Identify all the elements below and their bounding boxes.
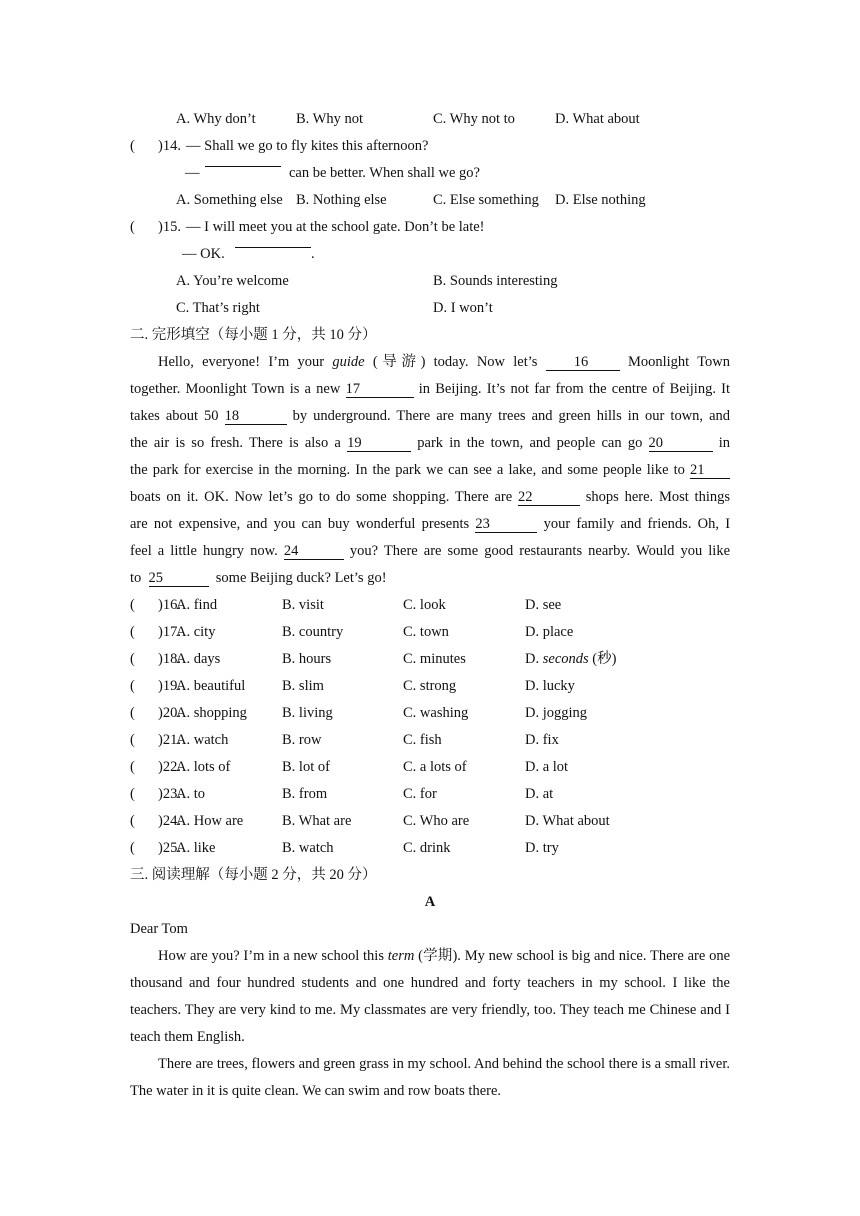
option-b[interactable]: B. What are xyxy=(282,813,352,829)
text: boats on it. OK. Now let’s go to do some shopping. There are xyxy=(130,489,513,505)
blank-17[interactable]: 17 xyxy=(346,382,414,398)
option-d[interactable]: D. a lot xyxy=(525,759,569,775)
option-b[interactable]: B. hours xyxy=(282,651,332,667)
blank-25[interactable]: 25 xyxy=(149,571,209,587)
blank-21[interactable]: 21 xyxy=(690,463,730,479)
text: together. Moonlight Town is a new xyxy=(130,381,341,397)
option-c[interactable]: C. fish xyxy=(403,732,442,748)
answer-paren[interactable]: ( xyxy=(130,624,135,640)
option-d[interactable]: D. What about xyxy=(525,813,610,829)
answer-suffix: . xyxy=(311,246,315,262)
text: in xyxy=(718,435,731,451)
option-a[interactable]: A. How are xyxy=(176,813,244,829)
q14-option-a[interactable]: A. Something else xyxy=(176,192,283,208)
passage-paragraph-2: There are trees, flowers and green grass in my school. And behind the school there is a small river. The water in it is quite clean. We can swim and row boats there. xyxy=(130,1056,730,1099)
option-a[interactable]: A. to xyxy=(176,786,205,802)
option-c[interactable]: C. a lots of xyxy=(403,759,467,775)
text: the air is so fresh. There is also a xyxy=(130,435,341,451)
text: by underground. There are many trees and green hills in our town, and xyxy=(292,408,730,424)
option-a[interactable]: A. watch xyxy=(176,732,229,748)
option-a[interactable]: A. find xyxy=(176,597,218,613)
answer-paren[interactable]: ( xyxy=(130,138,135,154)
cloze-question-row xyxy=(130,781,730,808)
cloze-question-row xyxy=(130,835,730,862)
q14-option-d[interactable]: D. Else nothing xyxy=(555,192,646,208)
option-c[interactable]: C. for xyxy=(403,786,437,802)
letter-greeting: Dear Tom xyxy=(130,921,188,937)
exam-page xyxy=(130,106,730,1105)
cloze-question-row xyxy=(130,727,730,754)
question-text: — I will meet you at the school gate. Don’t be late! xyxy=(186,219,485,235)
section-3-title: 三. 阅读理解（每小题 2 分，共 20 分） xyxy=(130,867,377,883)
option-b[interactable]: B. country xyxy=(282,624,344,640)
option-a[interactable]: A. like xyxy=(176,840,216,856)
question-number: )24. xyxy=(158,813,181,829)
cloze-line-5 xyxy=(130,457,730,484)
answer-paren[interactable]: ( xyxy=(130,813,135,829)
blank-20[interactable]: 20 xyxy=(649,436,713,452)
question-number: )15. xyxy=(158,219,181,235)
blank-24[interactable]: 24 xyxy=(284,544,344,560)
text: are not expensive, and you can buy wonderful presents xyxy=(130,516,470,532)
answer-paren[interactable]: ( xyxy=(130,651,135,667)
question-number: )14. xyxy=(158,138,181,154)
cloze-passage xyxy=(130,349,730,592)
answer-blank[interactable] xyxy=(205,166,281,167)
answer-paren[interactable]: ( xyxy=(130,597,135,613)
question-number: )20. xyxy=(158,705,181,721)
option-b[interactable]: B. slim xyxy=(282,678,324,694)
blank-18[interactable]: 18 xyxy=(225,409,287,425)
option-b[interactable]: B. row xyxy=(282,732,322,748)
cloze-line-2 xyxy=(130,376,730,403)
text: to xyxy=(130,570,142,586)
section-2-title: 二. 完形填空（每小题 1 分，共 10 分） xyxy=(130,327,377,343)
cloze-question-row xyxy=(130,673,730,700)
option-b[interactable]: B. living xyxy=(282,705,333,721)
option-d[interactable]: D. see xyxy=(525,597,562,613)
blank-16[interactable]: 16 xyxy=(546,355,620,371)
q15-stem xyxy=(130,214,730,241)
text: (学期). My new school is big and nice. There are one thousand and four hundred students and one hundred and forty teachers in my school. I like the teachers. They are very kind to me. My classmates are very friendly, too. They teach me Chinese and I teach them English. xyxy=(130,948,731,1045)
blank-23[interactable]: 23 xyxy=(475,517,537,533)
text: your family and friends. Oh, I xyxy=(543,516,731,532)
option-b[interactable]: B. visit xyxy=(282,597,324,613)
answer-paren[interactable]: ( xyxy=(130,840,135,856)
option-d[interactable]: D. fix xyxy=(525,732,559,748)
question-number: )22. xyxy=(158,759,181,775)
gloss: (秒) xyxy=(592,651,617,667)
cloze-question-row xyxy=(130,700,730,727)
q15-option-a[interactable]: A. You’re welcome xyxy=(176,273,289,289)
text: you? There are some good restaurants nearby. Would you like xyxy=(349,543,731,559)
text: Hello, everyone! I’m your xyxy=(158,354,325,370)
text: (导游) today. Now let’s xyxy=(372,354,538,370)
text: Moonlight Town xyxy=(627,354,731,370)
option-a[interactable]: A. days xyxy=(176,651,221,667)
question-number: )25. xyxy=(158,840,181,856)
text: feel a little hungry now. xyxy=(130,543,278,559)
option-c[interactable]: C. washing xyxy=(403,705,469,721)
cloze-question-row xyxy=(130,619,730,646)
text: park in the town, and people can go xyxy=(417,435,643,451)
q14-answer-line xyxy=(130,160,730,187)
question-number: )19. xyxy=(158,678,181,694)
blank-19[interactable]: 19 xyxy=(347,436,411,452)
cloze-question-row xyxy=(130,646,730,673)
italic-word: guide xyxy=(332,354,365,370)
question-number: )18. xyxy=(158,651,181,667)
cloze-question-row xyxy=(130,592,730,619)
option-letter: D. xyxy=(525,651,540,667)
option-a[interactable]: A. shopping xyxy=(176,705,247,721)
option-c[interactable]: C. town xyxy=(403,624,449,640)
italic-word: seconds xyxy=(542,651,589,667)
blank-22[interactable]: 22 xyxy=(518,490,580,506)
cloze-line-4 xyxy=(130,430,730,457)
option-b[interactable]: B. watch xyxy=(282,840,334,856)
option-c[interactable]: C. strong xyxy=(403,678,457,694)
q15-answer-line xyxy=(130,241,730,268)
q14-stem xyxy=(130,133,730,160)
cloze-line-7 xyxy=(130,511,730,538)
question-number: )23. xyxy=(158,786,181,802)
question-number: )16. xyxy=(158,597,181,613)
q15-options-row-1 xyxy=(130,268,730,295)
option-d[interactable]: D. try xyxy=(525,840,559,856)
answer-text: can be better. When shall we go? xyxy=(289,165,480,181)
question-text: — Shall we go to fly kites this afternoon? xyxy=(186,138,429,154)
q15-option-c[interactable]: C. That’s right xyxy=(176,300,260,316)
cloze-line-9 xyxy=(130,565,730,592)
q15-option-d[interactable]: D. I won’t xyxy=(433,300,493,316)
cloze-questions xyxy=(130,592,730,862)
answer-paren[interactable]: ( xyxy=(130,705,135,721)
cloze-line-6 xyxy=(130,484,730,511)
answer-paren[interactable]: ( xyxy=(130,759,135,775)
option-d[interactable] xyxy=(525,646,616,673)
text: shops here. Most things xyxy=(585,489,731,505)
option-c[interactable]: C. Who are xyxy=(403,813,470,829)
answer-paren[interactable]: ( xyxy=(130,678,135,694)
q14-option-b[interactable]: B. Nothing else xyxy=(296,192,387,208)
answer-paren[interactable]: ( xyxy=(130,786,135,802)
q13-option-d[interactable]: D. What about xyxy=(555,111,640,127)
passage-label: A xyxy=(424,894,436,910)
question-number: )17. xyxy=(158,624,181,640)
option-a[interactable]: A. lots of xyxy=(176,759,231,775)
q13-option-c[interactable]: C. Why not to xyxy=(433,111,515,127)
cloze-line-3 xyxy=(130,403,730,430)
text: How are you? I’m in a new school this xyxy=(158,948,384,964)
q13-option-a[interactable]: A. Why don’t xyxy=(176,111,256,127)
dialog-dash: — xyxy=(185,165,200,181)
text: the park for exercise in the morning. In the park we can see a lake, and some people like to xyxy=(130,462,685,478)
italic-word: term xyxy=(387,948,415,964)
option-a[interactable]: A. beautiful xyxy=(176,678,246,694)
cloze-line-1 xyxy=(130,349,730,376)
option-b[interactable]: B. from xyxy=(282,786,328,802)
q14-options xyxy=(130,187,730,214)
text: takes about 50 xyxy=(130,408,219,424)
answer-prefix: — OK. xyxy=(182,246,225,262)
q15-option-b[interactable]: B. Sounds interesting xyxy=(433,273,558,289)
option-d[interactable]: D. lucky xyxy=(525,678,575,694)
q15-options-row-2 xyxy=(130,295,730,322)
option-b[interactable]: B. lot of xyxy=(282,759,330,775)
text: in Beijing. It’s not far from the centre of Beijing. It xyxy=(418,381,731,397)
cloze-line-8 xyxy=(130,538,730,565)
option-c[interactable]: C. drink xyxy=(403,840,451,856)
answer-paren[interactable]: ( xyxy=(130,219,135,235)
option-c[interactable]: C. look xyxy=(403,597,446,613)
option-d[interactable]: D. place xyxy=(525,624,574,640)
option-d[interactable]: D. at xyxy=(525,786,554,802)
q13-option-b[interactable]: B. Why not xyxy=(296,111,363,127)
answer-paren[interactable]: ( xyxy=(130,732,135,748)
answer-blank[interactable] xyxy=(235,247,311,248)
text: some Beijing duck? Let’s go! xyxy=(215,570,387,586)
q14-option-c[interactable]: C. Else something xyxy=(433,192,539,208)
option-c[interactable]: C. minutes xyxy=(403,651,466,667)
option-d[interactable]: D. jogging xyxy=(525,705,588,721)
cloze-question-row xyxy=(130,808,730,835)
q13-options xyxy=(130,106,730,133)
question-number: )21. xyxy=(158,732,181,748)
option-a[interactable]: A. city xyxy=(176,624,216,640)
cloze-question-row xyxy=(130,754,730,781)
passage-paragraph-1 xyxy=(130,943,730,1051)
